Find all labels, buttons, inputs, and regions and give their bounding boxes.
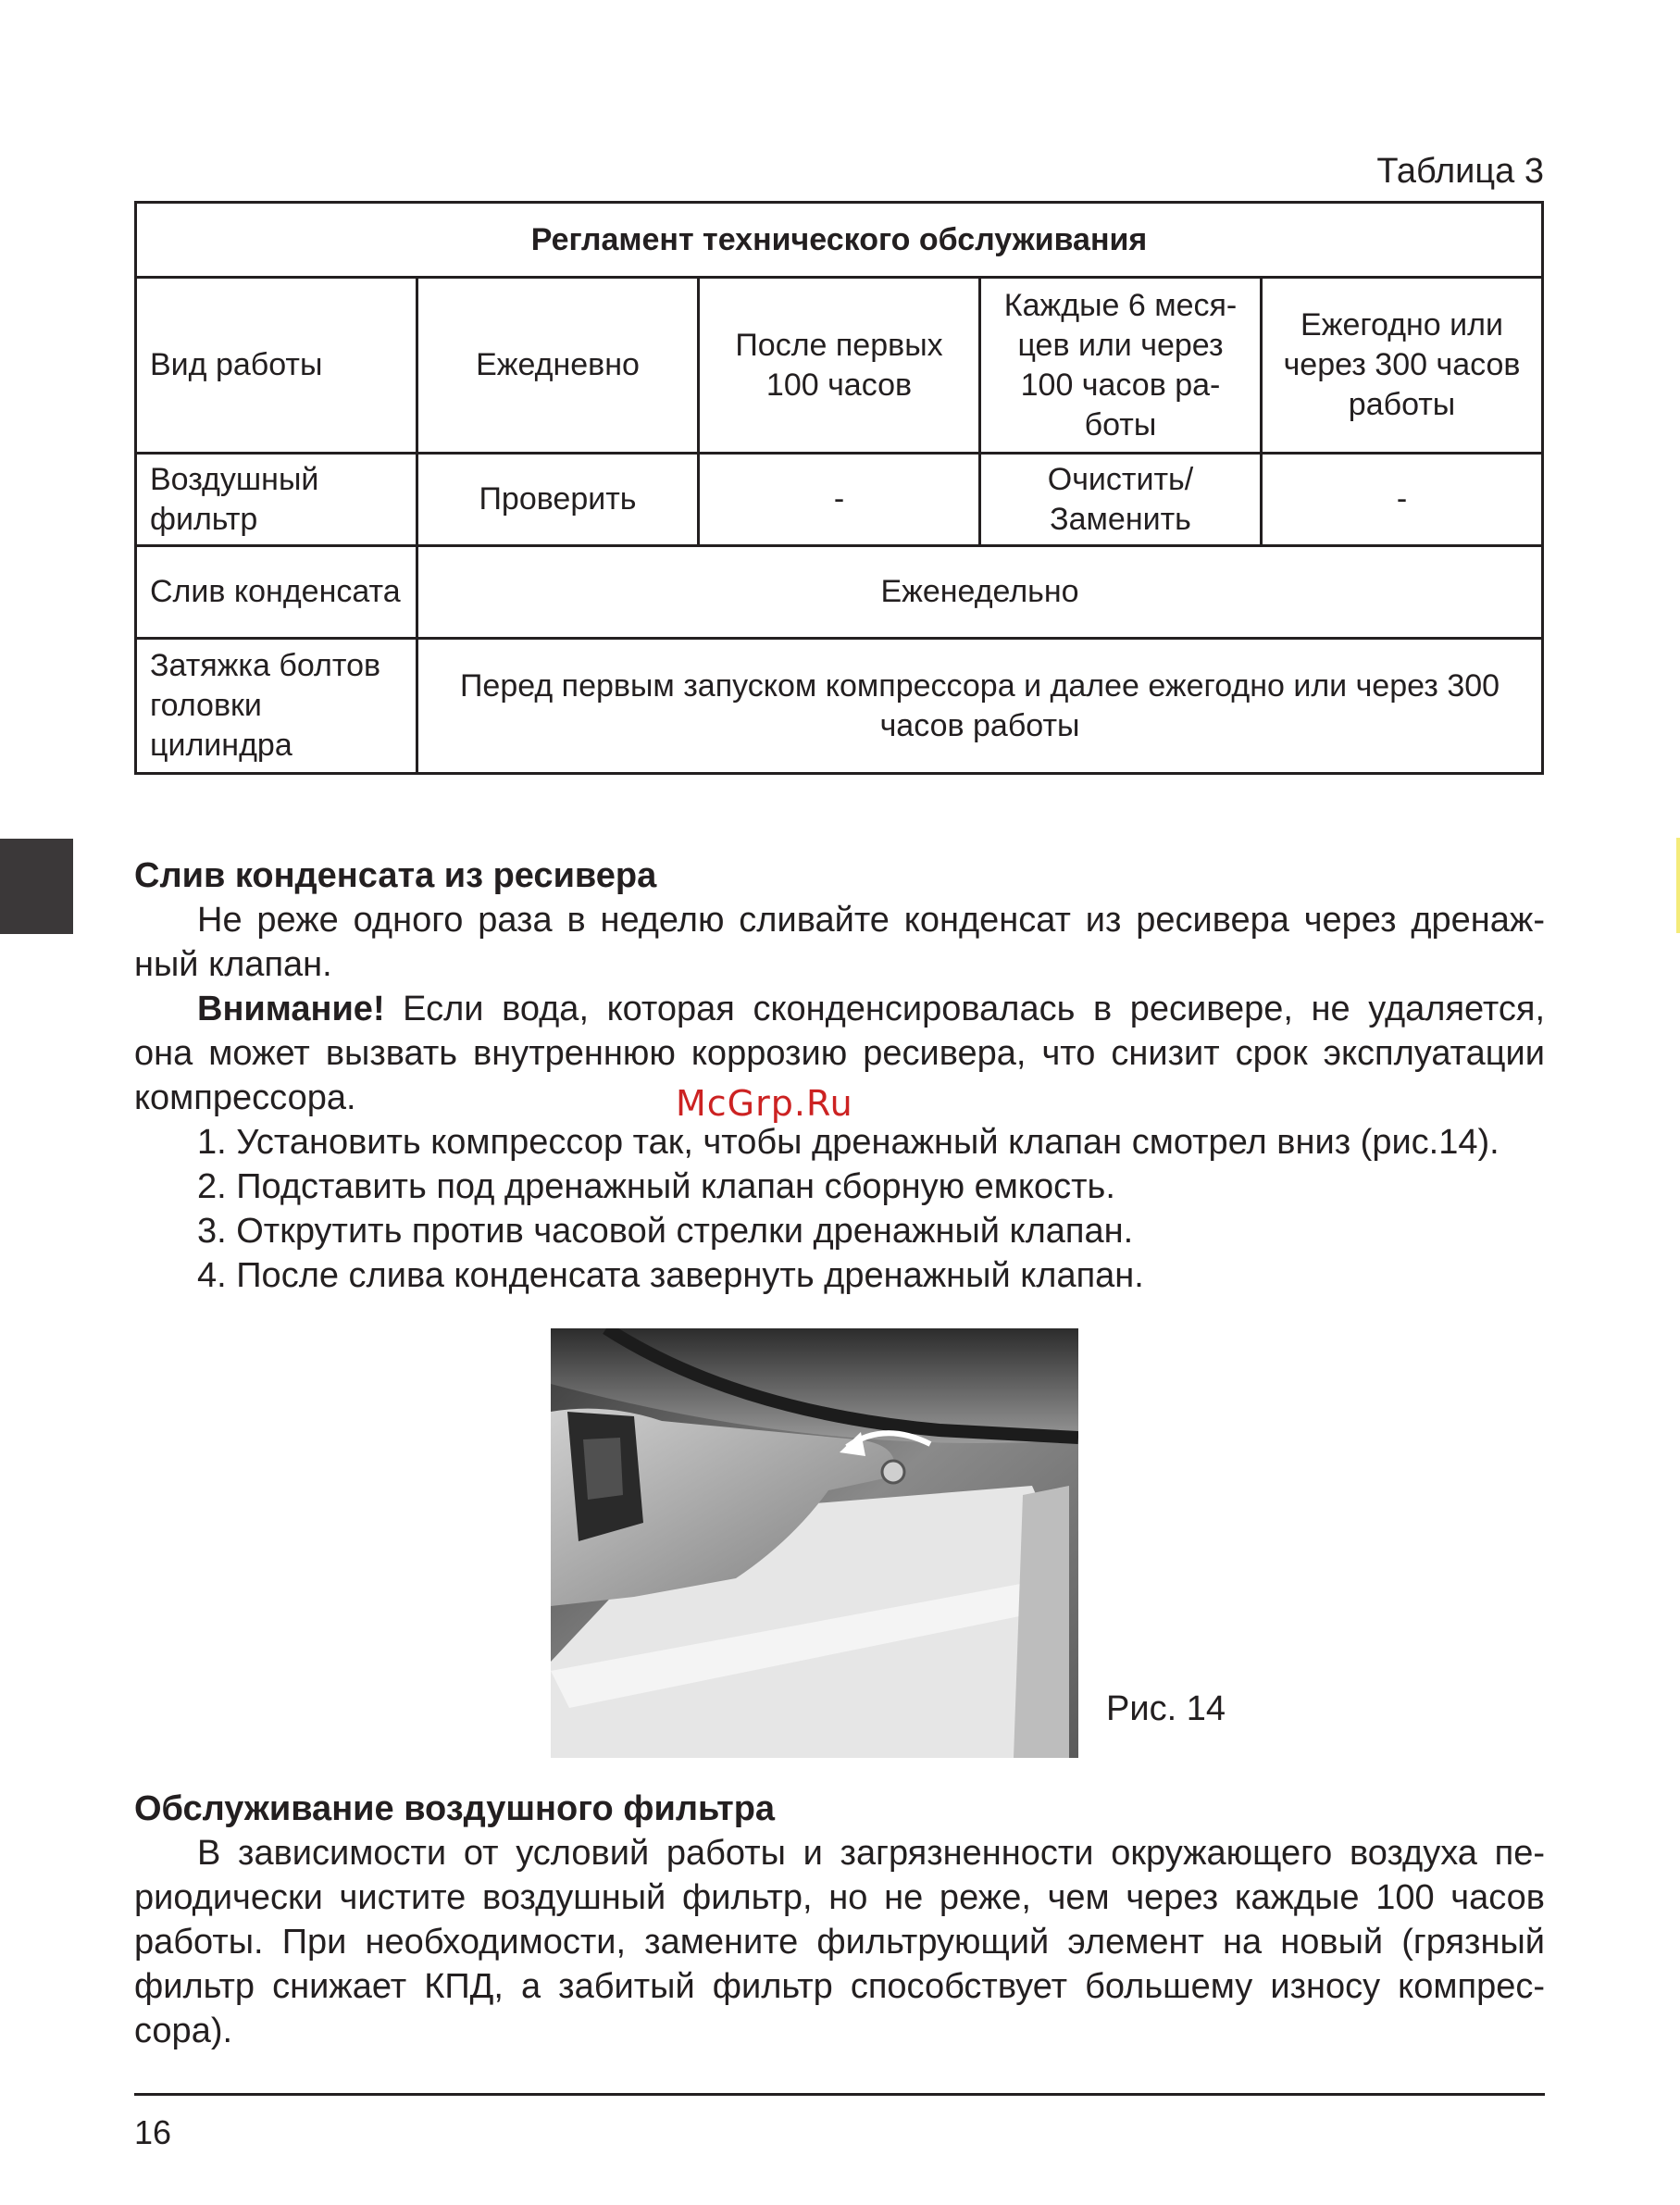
cell-air-filter-first-100h: - bbox=[699, 454, 980, 546]
step-3: 3. Открутить против часовой стрелки дренажный клапан. bbox=[197, 1212, 1134, 1251]
maintenance-table bbox=[134, 201, 1544, 775]
step-1: 1. Установить компрессор так, чтобы дренажный клапан смотрел вниз (рис.14). bbox=[197, 1123, 1500, 1162]
step-4: 4. После слива конденсата завернуть дренажный клапан. bbox=[197, 1256, 1144, 1295]
warning-text: Если вода, которая сконденсировалась в ресивере, не удаляется, она может вызвать внутреннюю коррозию ресивера, что снизит срок эксплуатации компрессора. bbox=[134, 990, 1545, 1117]
edge-marker bbox=[1676, 838, 1680, 933]
watermark: McGrp.Ru bbox=[676, 1083, 853, 1124]
cell-bolts-merged: Перед первым запуском компрессора и далее ежегодно или через 300 часов работы bbox=[417, 639, 1543, 774]
header-work-type: Вид работы bbox=[136, 278, 417, 454]
row-label-air-filter: Воздушный фильтр bbox=[136, 454, 417, 546]
paragraph-air-filter: В зависимости от условий работы и загрязненности окружающего воздуха пе-риодически чистите воздушный фильтр, но не реже, чем через каждые 100 часов работы. При необходимости, замените фильтрующий элемент на новый (грязный фильтр снижает КПД, а забитый фильтр способствует большему износу компрес-сора). bbox=[134, 1834, 1545, 2050]
photo-drawing bbox=[551, 1328, 1078, 1758]
section-heading-condensate: Слив конденсата из ресивера bbox=[134, 856, 657, 895]
page-number: 16 bbox=[134, 2113, 172, 2151]
header-first-100h: После первых 100 часов bbox=[699, 278, 980, 454]
section-heading-air-filter: Обслуживание воздушного фильтра bbox=[134, 1789, 776, 1828]
figure-14-photo bbox=[551, 1328, 1078, 1758]
table-title: Регламент технического обслуживания bbox=[136, 203, 1543, 278]
row-label-bolts: Затяжка болтов головки цилиндра bbox=[136, 639, 417, 774]
row-label-condensate: Слив конденсата bbox=[136, 546, 417, 639]
table-caption: Таблица 3 bbox=[1376, 152, 1544, 191]
header-yearly: Ежегодно или через 300 часов работы bbox=[1262, 278, 1543, 454]
cell-condensate-merged: Еженедельно bbox=[417, 546, 1543, 639]
header-6-months: Каждые 6 меся-цев или через 100 часов ра-боты bbox=[980, 278, 1262, 454]
step-2: 2. Подставить под дренажный клапан сборную емкость. bbox=[197, 1167, 1115, 1206]
section-tab-marker bbox=[0, 839, 73, 934]
header-daily: Ежедневно bbox=[417, 278, 699, 454]
footer-rule bbox=[134, 2093, 1545, 2096]
warning-label: Внимание! bbox=[197, 990, 385, 1028]
cell-air-filter-6-months: Очистить/ Заменить bbox=[980, 454, 1262, 546]
cell-air-filter-daily: Проверить bbox=[417, 454, 699, 546]
cell-air-filter-yearly: - bbox=[1262, 454, 1543, 546]
figure-caption: Рис. 14 bbox=[1106, 1689, 1226, 1728]
paragraph-condensate: Не реже одного раза в неделю сливайте конденсат из ресивера через дренаж-ный клапан. bbox=[134, 901, 1545, 984]
